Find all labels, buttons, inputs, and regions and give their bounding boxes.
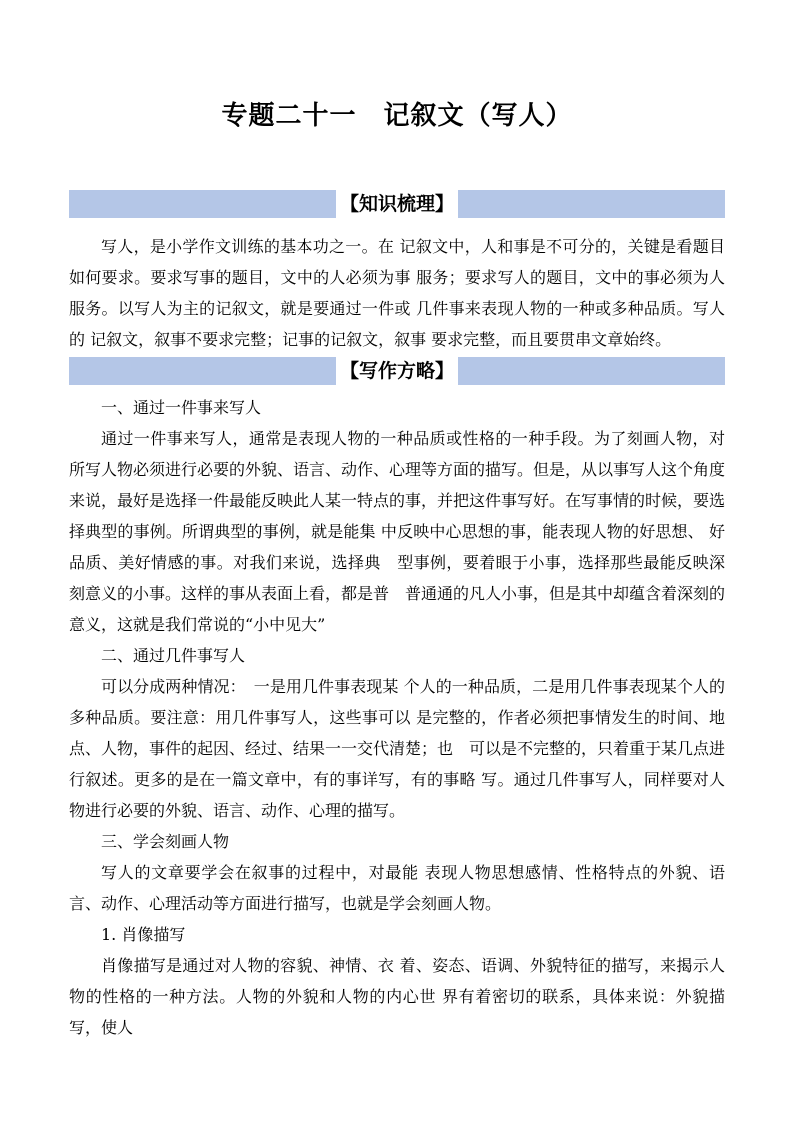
- subheading-one-event: 一、通过一件事来写人: [101, 398, 262, 417]
- knowledge-section-header: 【知识梳理】: [336, 190, 458, 218]
- paragraph-portrait-description: 肖像描写是通过对人物的容貌、神情、衣 着、姿态、语调、外貌特征的描写，来揭示人物的性格的一种方法。人物的外貌和人物的内心世 界有着密切的联系，具体来说：外貌描写，使人: [69, 956, 725, 1037]
- subheading-several-events: 二、通过几件事写人: [101, 646, 246, 665]
- knowledge-section-bar: [69, 190, 725, 218]
- document-title: 专题二十一 记叙文（写人）: [221, 101, 573, 131]
- paragraph-one-event: 通过一件事来写人，通常是表现人物的一种品质或性格的一种手段。为了刻画人物，对 所写人物必须进行必要的外貌、语言、动作、心理等方面的描写。但是，从以事写人这个角度 来说，最好是选择一件最能反映此人某一特点的事，并把这件事写好。在写事情的时候，要选择典型的事例。所谓典型的事例，就是能集 中反映中心思想的事，能表现人物的好思想、 好品质、美好情感的事。对我们来说，选择典 型事例，要着眼于小事，选择那些最能反映深 刻意义的小事。这样的事从表面上看，都是普 普通通的凡人小事，但是其中却蕴含着深刻的意义，这就是我们常说的“小中见大”: [69, 429, 726, 634]
- paragraph-portray-characters: 写人的文章要学会在叙事的过程中，对最能 表现人物思想感情、性格特点的外貌、语言、动作、心理活动等方面进行描写，也就是学会刻画人物。: [69, 863, 725, 913]
- subheading-portray-characters: 三、学会刻画人物: [101, 832, 230, 851]
- subheading-portrait-description: 1. 肖像描写: [101, 925, 186, 944]
- strategy-section-bar: [69, 357, 725, 385]
- strategy-section-header: 【写作方略】: [336, 357, 458, 385]
- knowledge-paragraph: 写人，是小学作文训练的基本功之一。在 记叙文中，人和事是不可分的，关键是看题目如何要求。要求写事的题目，文中的人必须为事 服务；要求写人的题目，文中的事必须为人服务。以写人为主的记叙文，就是要通过一件或 几件事来表现人物的一种或多种品质。写人的 记叙文，叙事不要求完整；记事的记叙文，叙事 要求完整，而且要贯串文章始终。: [69, 237, 725, 349]
- paragraph-several-events: 可以分成两种情况： 一是用几件事表现某 个人的一种品质，二是用几件事表现某个人的多种品质。要注意：用几件事写人，这些事可以 是完整的，作者必须把事情发生的时间、地点、人物，事件的起因、经过、结果一一交代清楚；也 可以是不完整的，只着重于某几点进行叙述。更多的是在一篇文章中，有的事详写，有的事略 写。通过几件事写人，同样要对人物进行必要的外貌、语言、动作、心理的描写。: [69, 677, 726, 820]
- strategy-section-body: [69, 385, 725, 1043]
